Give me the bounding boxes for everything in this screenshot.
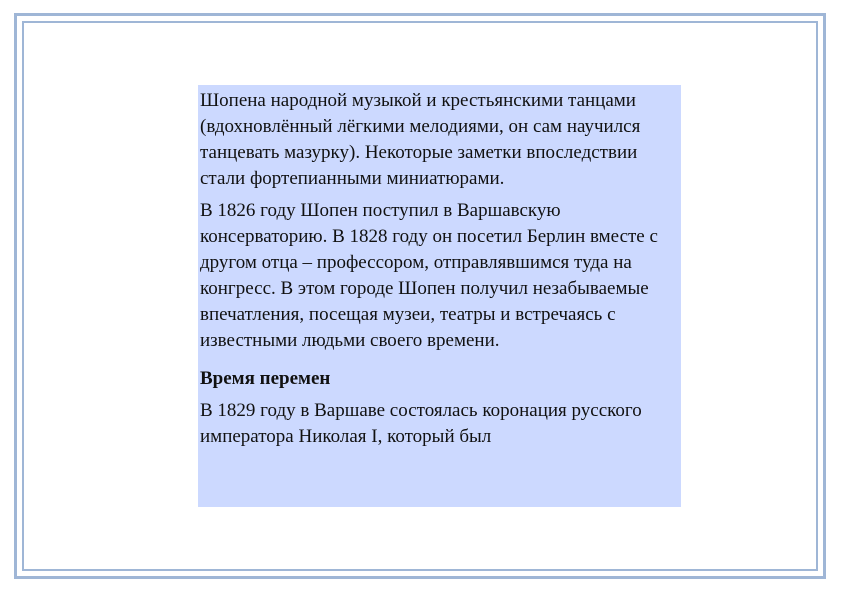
text-box (198, 85, 681, 507)
paragraph-2: В 1826 году Шопен поступил в Варшавскую консерваторию. В 1828 году он посетил Берлин вместе с другом отца – профессором, отправлявшимся туда на конгресс. В этом городе Шопен получил незабываемые впечатления, посещая музеи, театры и встречаясь с известными людьми своего времени. (200, 200, 658, 351)
section-heading: Время перемен (200, 368, 331, 389)
paragraph-1: Шопена народной музыкой и крестьянскими танцами (вдохновлённый лёгкими мелодиями, он сам научился танцевать мазурку). Некоторые заметки впоследствии стали фортепианными миниатюрами. (200, 90, 641, 189)
paragraph-3: В 1829 году в Варшаве состоялась коронация русского императора Николая I, который был (200, 400, 642, 447)
